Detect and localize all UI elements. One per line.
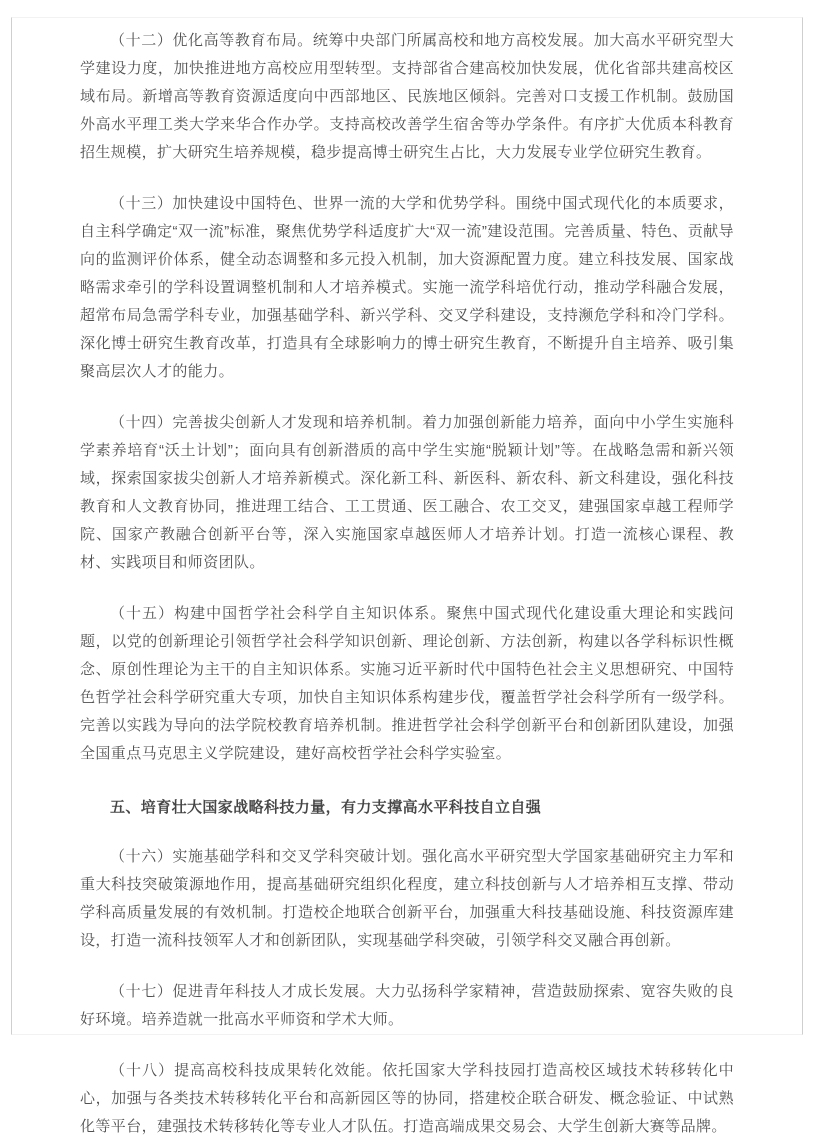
- document-page: [11, 17, 803, 1135]
- paragraph-item-12: （十二）优化高等教育布局。统筹中央部门所属高校和地方高校发展。加大高水平研究型大学建设力度，加快推进地方高校应用型转型。支持部省合建高校加快发展，优化省部共建高校区域布局。新增高等教育资源适度向中西部地区、民族地区倾斜。完善对口支援工作机制。鼓励国外高水平理工类大学来华合作办学。支持高校改善学生宿舍等办学条件。有序扩大优质本科教育招生规模，扩大研究生培养规模，稳步提高博士研究生占比，大力发展专业学位研究生教育。: [80, 32, 734, 161]
- section-heading-5: 五、培育壮大国家战略科技力量，有力支撑高水平科技自立自强: [110, 799, 542, 816]
- paragraph-item-14: （十四）完善拔尖创新人才发现和培养机制。着力加强创新能力培养，面向中小学生实施科学素养培育“沃土计划”；面向具有创新潜质的高中学生实施“脱颖计划”等。在战略急需和新兴领域，探索国家拔尖创新人才培养新模式。深化新工科、新医科、新农科、新文科建设，强化科技教育和人文教育协同，推进理工结合、工工贯通、医工融合、农工交叉，建强国家卓越工程师学院、国家产教融合创新平台等，深入实施国家卓越医师人才培养计划。打造一流核心课程、教材、实践项目和师资团队。: [80, 414, 734, 571]
- paragraph-item-17: （十七）促进青年科技人才成长发展。大力弘扬科学家精神，营造鼓励探索、宽容失败的良好环境。培养造就一批高水平师资和学术大师。: [80, 983, 734, 1028]
- paragraph-item-13: （十三）加快建设中国特色、世界一流的大学和优势学科。围绕中国式现代化的本质要求，自主科学确定“双一流”标准，聚焦优势学科适度扩大“双一流”建设范围。完善质量、特色、贡献导向的监测评价体系，健全动态调整和多元投入机制，加大资源配置力度。建立科技发展、国家战略需求牵引的学科设置调整机制和人才培养模式。实施一流学科培优行动，推动学科融合发展，超常布局急需学科专业，加强基础学科、新兴学科、交叉学科建设，支持濒危学科和冷门学科。深化博士研究生教育改革，打造具有全球影响力的博士研究生教育，不断提升自主培养、吸引集聚高层次人才的能力。: [80, 195, 734, 380]
- paragraph-item-18: （十八）提高高校科技成果转化效能。依托国家大学科技园打造高校区域技术转移转化中心，加强与各类技术转移转化平台和高新园区等的协同，搭建校企联合研发、概念验证、中试熟化等平台，建强技术转移转化等专业人才队伍。打造高端成果交易会、大学生创新大赛等品牌。: [80, 1062, 734, 1135]
- paragraph-item-15: （十五）构建中国哲学社会科学自主知识体系。聚焦中国式现代化建设重大理论和实践问题，以党的创新理论引领哲学社会科学知识创新、理论创新、方法创新，构建以各学科标识性概念、原创性理论为主干的自主知识体系。实施习近平新时代中国特色社会主义思想研究、中国特色哲学社会科学研究重大专项，加快自主知识体系构建步伐，覆盖哲学社会科学所有一级学科。完善以实践为导向的法学院校教育培养机制。推进哲学社会科学创新平台和创新团队建设，加强全国重点马克思主义学院建设，建好高校哲学社会科学实验室。: [80, 605, 734, 762]
- paragraph-item-16: （十六）实施基础学科和交叉学科突破计划。强化高水平研究型大学国家基础研究主力军和重大科技突破策源地作用，提高基础研究组织化程度，建立科技创新与人才培养相互支撑、带动学科高质量发展的有效机制。打造校企地联合创新平台，加强重大科技基础设施、科技资源库建设，打造一流科技领军人才和创新团队，实现基础学科突破，引领学科交叉融合再创新。: [80, 848, 734, 949]
